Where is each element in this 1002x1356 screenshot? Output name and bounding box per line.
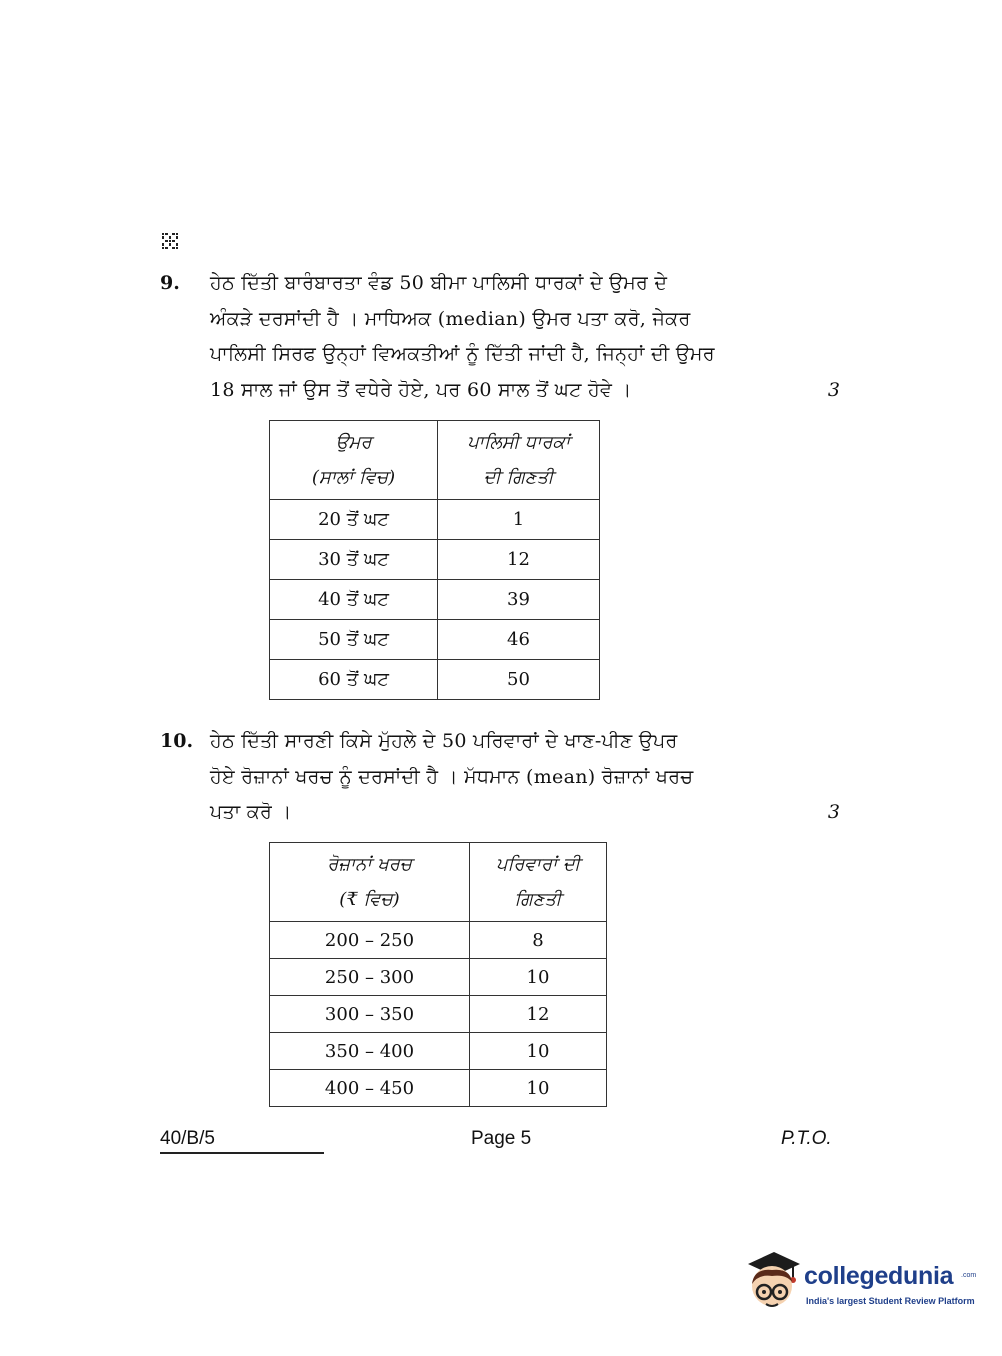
count-cell: 12	[438, 540, 600, 580]
table-row	[270, 959, 607, 996]
range-cell: 300 – 350	[270, 996, 470, 1033]
question-line: 18 ਸਾਲ ਜਾਂ ਉਸ ਤੋਂ ਵਧੇਰੇ ਹੋਏ, ਪਰ 60 ਸਾਲ ਤੋਂ ਘਟ ਹੋਵੇ ।	[210, 378, 632, 401]
count-cell: 39	[438, 580, 600, 620]
header-policy-holders: ਪਾਲਿਸੀ ਧਾਰਕਾਂ ਦੀ ਗਿਣਤੀ	[438, 421, 600, 500]
question-text	[210, 266, 805, 408]
range-cell: 250 – 300	[270, 959, 470, 996]
age-cell: 50 ਤੋਂ ਘਟ	[270, 620, 438, 660]
question-10	[160, 724, 840, 834]
question-text	[210, 724, 805, 831]
question-line: ਅੰਕੜੇ ਦਰਸਾਂਦੀ ਹੈ । ਮਾਧਿਅਕ (median) ਉਮਰ ਪਤਾ ਕਰੋ, ਜੇਕਰ	[210, 307, 691, 330]
count-cell: 10	[470, 1070, 607, 1107]
table-row	[270, 540, 600, 580]
header-age: ਉਮਰ (ਸਾਲਾਂ ਵਿਚ)	[270, 421, 438, 500]
table-header-row	[270, 843, 607, 922]
question-line: ਹੇਠ ਦਿੱਤੀ ਬਾਰੰਬਾਰਤਾ ਵੰਡ 50 ਬੀਮਾ ਪਾਲਿਸੀ ਧਾਰਕਾਂ ਦੇ ਉਮਰ ਦੇ	[210, 272, 668, 294]
table-row	[270, 580, 600, 620]
table-row	[270, 1070, 607, 1107]
count-cell: 8	[470, 922, 607, 959]
question-number: 10.	[160, 730, 194, 752]
age-cell: 40 ਤੋਂ ਘਟ	[270, 580, 438, 620]
marks: 3	[827, 801, 840, 823]
count-cell: 10	[470, 959, 607, 996]
count-cell: 46	[438, 620, 600, 660]
brand-suffix: .com	[961, 1272, 977, 1279]
table-row	[270, 500, 600, 540]
page-number: Page 5	[471, 1128, 532, 1149]
qr-code-icon	[162, 233, 178, 249]
question-line: ਹੇਠ ਦਿੱਤੀ ਸਾਰਣੀ ਕਿਸੇ ਮੁੱਹਲੇ ਦੇ 50 ਪਰਿਵਾਰਾਂ ਦੇ ਖਾਣ-ਪੀਣ ਉਪਰ	[210, 730, 678, 752]
table-header-row	[270, 421, 600, 500]
count-cell: 12	[470, 996, 607, 1033]
marks: 3	[827, 379, 840, 401]
header-daily-expense: ਰੋਜ਼ਾਨਾਂ ਖਰਚ (₹ ਵਿਚ)	[270, 843, 470, 922]
question-line: ਪਾਲਿਸੀ ਸਿਰਫ ਉਨ੍ਹਾਂ ਵਿਅਕਤੀਆਂ ਨੂੰ ਦਿੱਤੀ ਜਾਂਦੀ ਹੈ, ਜਿਨ੍ਹਾਂ ਦੀ ਉਮਰ	[210, 343, 715, 365]
count-cell: 50	[438, 660, 600, 700]
range-cell: 350 – 400	[270, 1033, 470, 1070]
table-row	[270, 922, 607, 959]
table-row	[270, 660, 600, 700]
table-row	[270, 620, 600, 660]
count-cell: 10	[470, 1033, 607, 1070]
pto-label: P.T.O.	[781, 1128, 832, 1149]
footer-underline	[160, 1152, 324, 1154]
age-frequency-table	[269, 420, 600, 700]
count-cell: 1	[438, 500, 600, 540]
question-9	[160, 266, 840, 406]
mascot-icon	[742, 1250, 802, 1316]
header-families: ਪਰਿਵਾਰਾਂ ਦੀ ਗਿਣਤੀ	[470, 843, 607, 922]
age-cell: 60 ਤੋਂ ਘਟ	[270, 660, 438, 700]
paper-code: 40/B/5	[160, 1128, 215, 1149]
brand-name: collegedunia	[804, 1262, 954, 1290]
age-cell: 30 ਤੋਂ ਘਟ	[270, 540, 438, 580]
question-line: ਹੋਏ ਰੋਜ਼ਾਨਾਂ ਖਰਚ ਨੂੰ ਦਰਸਾਂਦੀ ਹੈ । ਮੱਧਮਾਨ (mean) ਰੋਜ਼ਾਨਾਂ ਖਰਚ	[210, 765, 694, 788]
age-cell: 20 ਤੋਂ ਘਟ	[270, 500, 438, 540]
table-row	[270, 996, 607, 1033]
table-row	[270, 1033, 607, 1070]
question-line: ਪਤਾ ਕਰੋ ।	[210, 801, 292, 823]
collegedunia-logo	[742, 1250, 977, 1320]
range-cell: 200 – 250	[270, 922, 470, 959]
brand-tagline: India's largest Student Review Platform	[806, 1296, 975, 1306]
range-cell: 400 – 450	[270, 1070, 470, 1107]
question-number: 9.	[160, 272, 180, 294]
expenditure-table	[269, 842, 607, 1107]
